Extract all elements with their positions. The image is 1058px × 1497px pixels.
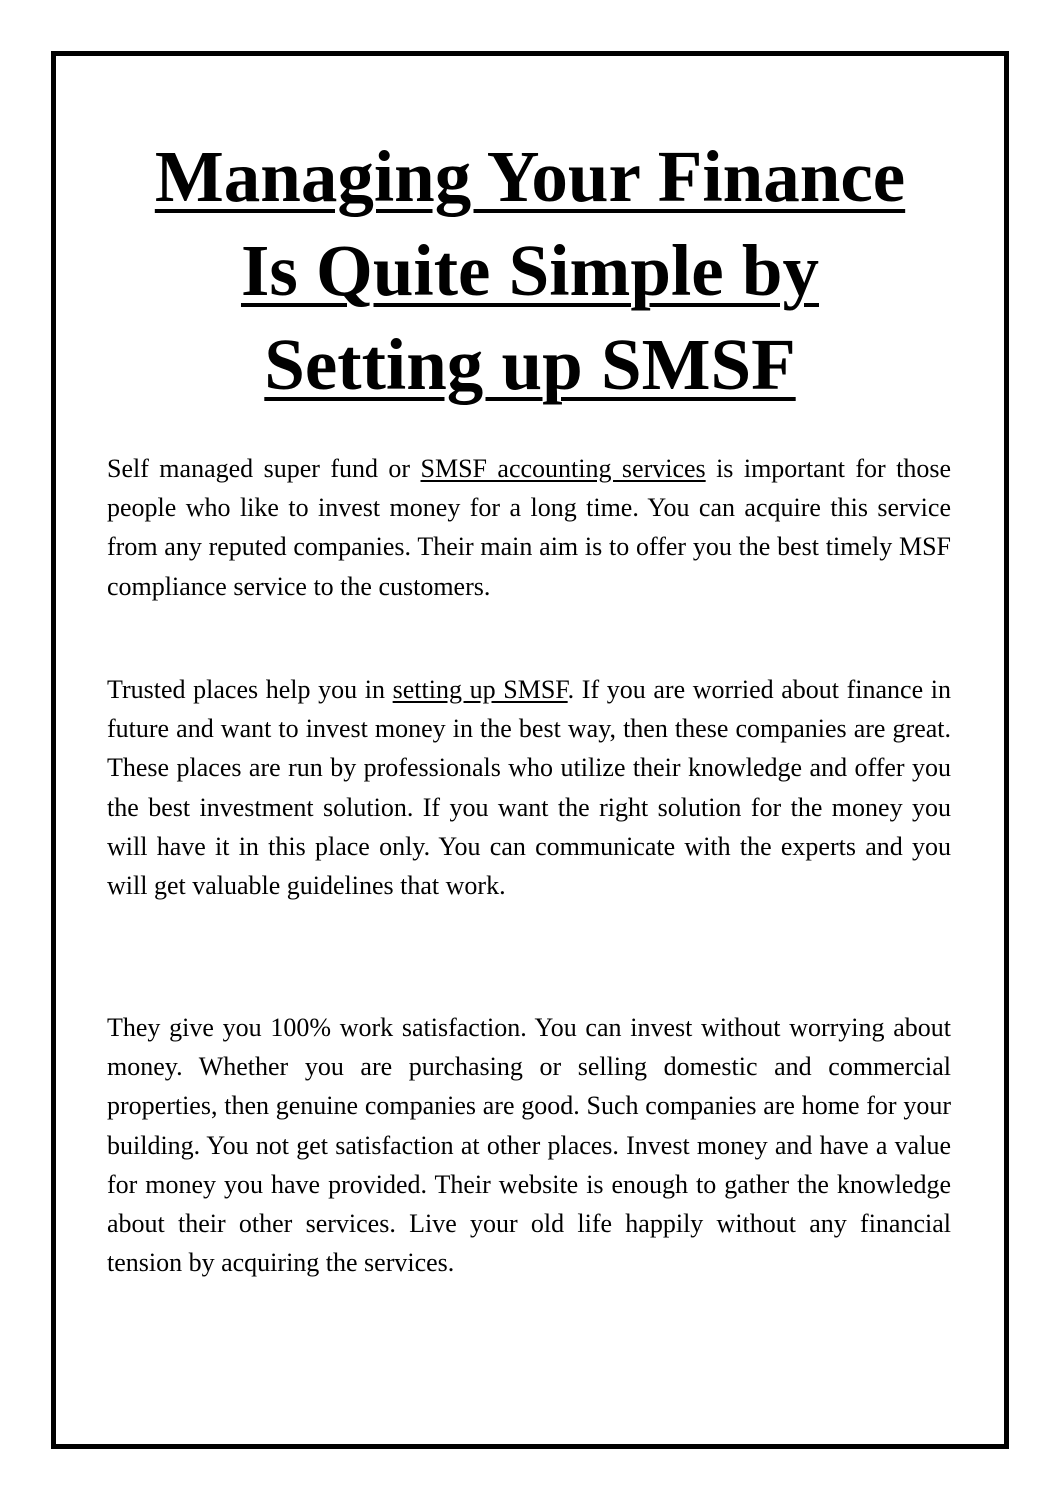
setting-up-smsf-link[interactable]: setting up SMSF [392,675,568,704]
paragraph-trusted-text-before: Trusted places help you in [107,675,393,704]
page-title [56,130,1004,412]
paragraph-intro-text-after: is important for those people who like to invest money for a long time. You can acquire this service from any reputed companies. Their main aim is to offer you the best timely MSF compliance service to the customers. [107,454,951,601]
title-line-2: Is Quite Simple by [240,230,819,311]
title-line-3: Setting up SMSF [264,324,796,405]
paragraph-intro [107,449,951,606]
title-line-1: Managing Your Finance [154,136,906,217]
paragraph-trusted-places [107,670,951,905]
paragraph-satisfaction: They give you 100% work satisfaction. You can invest without worrying about money. Whether you are purchasing or selling domestic and commercial properties, then genuine companies are good. Such companies are home for your building. You not get satisfaction at other places. Invest money and have a value for money you have provided. Their website is enough to gather the knowledge about their other services. Live your old life happily without any financial tension by acquiring the services. [107,1013,951,1278]
paragraph-intro-text-before: Self managed super fund or [107,454,421,483]
smsf-accounting-services-link[interactable]: SMSF accounting services [420,454,706,483]
paragraph-trusted-text-after: . If you are worried about finance in future and want to invest money in the best way, then these companies are great. These places are run by professionals who utilize their knowledge and offer you the best investment solution. If you want the right solution for the money you will have it in this place only. You can communicate with the experts and you will get valuable guidelines that work. [107,675,951,901]
